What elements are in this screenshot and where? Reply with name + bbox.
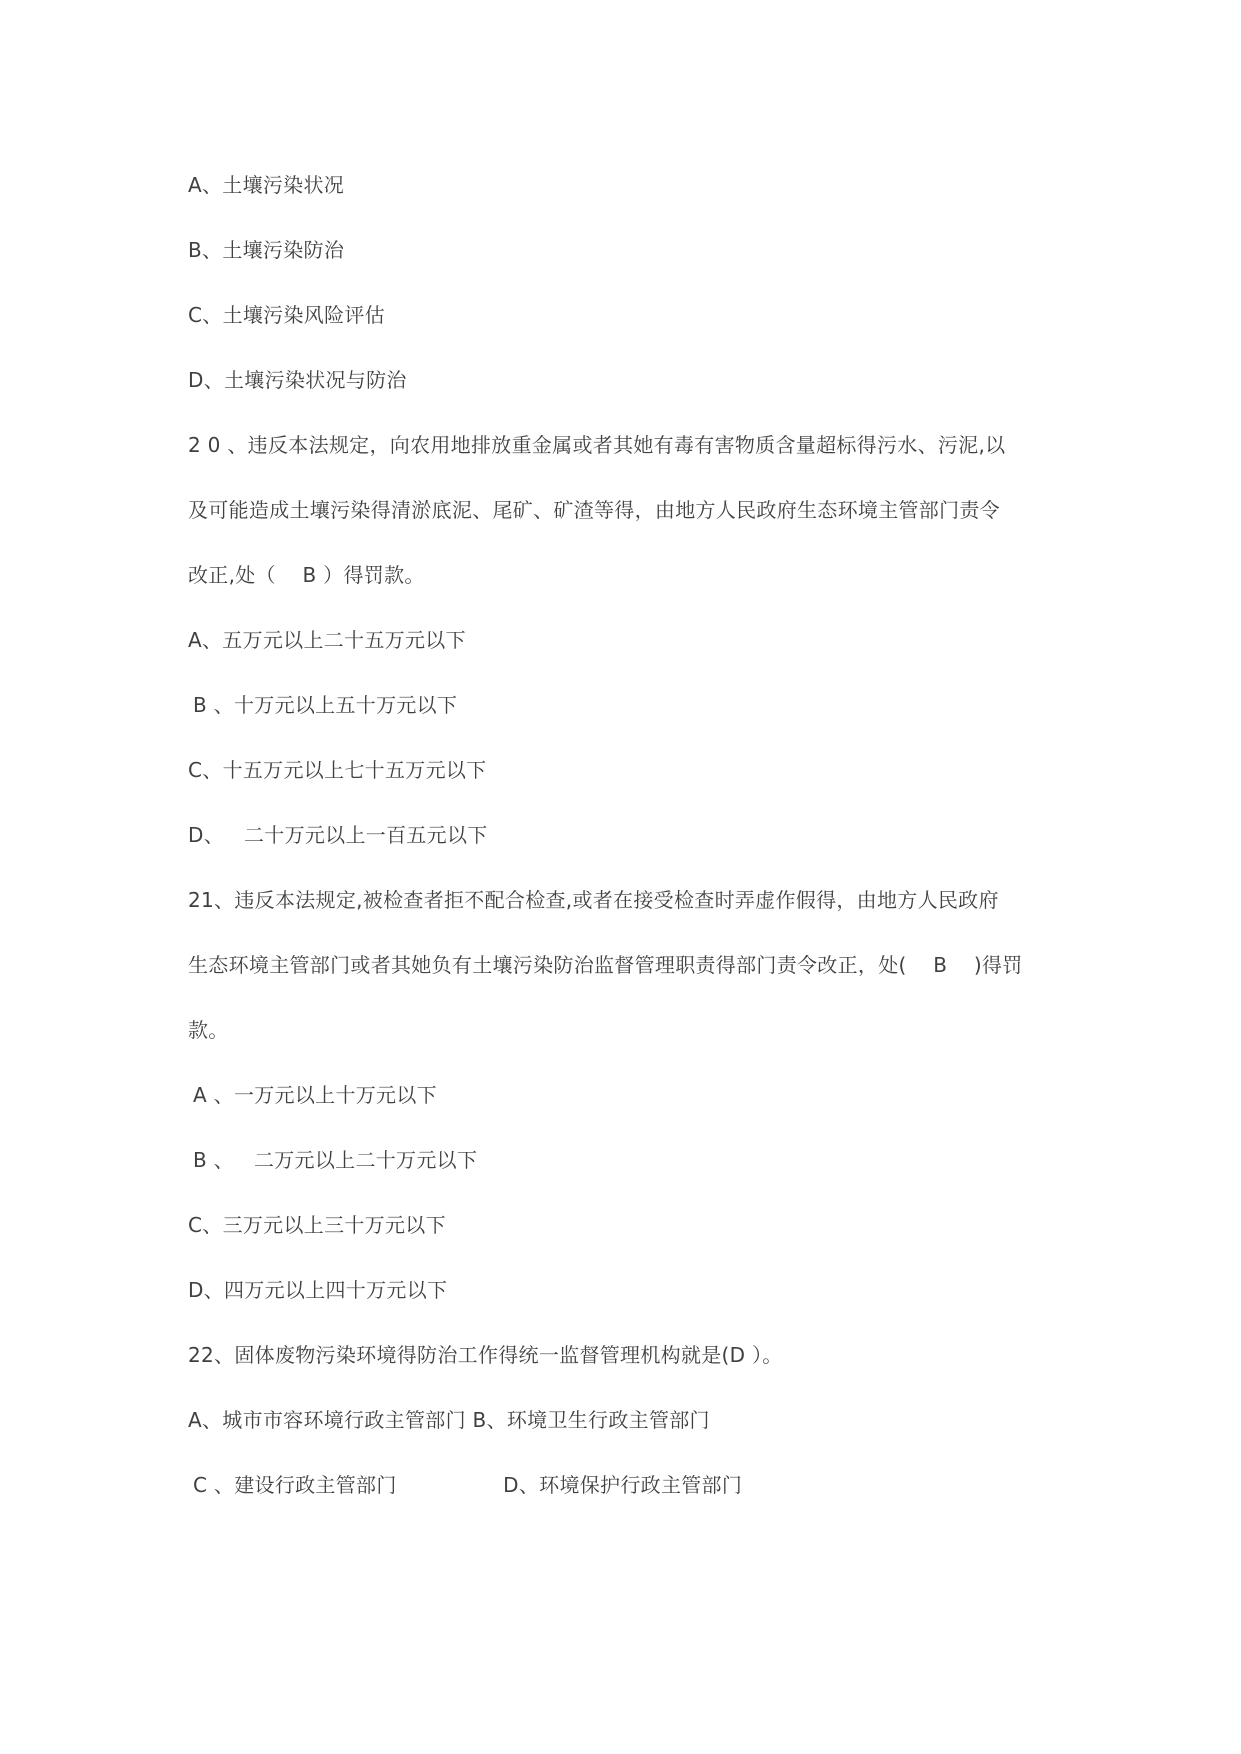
q20-option-c: C、十五万元以上七十五万元以下 — [188, 758, 487, 782]
q20-question-line1: 2 0 、违反本法规定，向农用地排放重金属或者其她有毒有害物质含量超标得污水、污泥,以 — [188, 433, 1006, 457]
q19-option-b: B、土壤污染防治 — [188, 238, 345, 262]
q22-options-row1: A、城市市容环境行政主管部门 B、环境卫生行政主管部门 — [188, 1408, 710, 1432]
q21-question-line1: 21、违反本法规定,被检查者拒不配合检查,或者在接受检查时弄虚作假得，由地方人民政府 — [188, 888, 999, 912]
q20-option-b: B 、十万元以上五十万元以下 — [193, 693, 458, 717]
q21-option-d: D、四万元以上四十万元以下 — [188, 1278, 448, 1302]
q20-question-line3: 改正,处（ B ）得罚款。 — [188, 563, 425, 587]
q21-question-line2: 生态环境主管部门或者其她负有土壤污染防治监督管理职责得部门责令改正，处( B )得罚 — [188, 953, 1023, 977]
q22-question-line1: 22、固体废物污染环境得防治工作得统一监督管理机构就是(D ）。 — [188, 1343, 783, 1367]
q19-option-d: D、土壤污染状况与防治 — [188, 368, 407, 392]
q21-option-c: C、三万元以上三十万元以下 — [188, 1213, 446, 1237]
q22-options-row2: C 、建设行政主管部门 D、环境保护行政主管部门 — [193, 1473, 743, 1497]
q21-question-line3: 款。 — [188, 1018, 229, 1042]
q20-option-d: D、 二十万元以上一百五元以下 — [188, 823, 488, 847]
q21-option-a: A 、一万元以上十万元以下 — [193, 1083, 437, 1107]
q20-option-a: A、五万元以上二十五万元以下 — [188, 628, 466, 652]
q21-option-b: B 、 二万元以上二十万元以下 — [193, 1148, 478, 1172]
q19-option-c: C、土壤污染风险评估 — [188, 303, 385, 327]
q19-option-a: A、土壤污染状况 — [188, 173, 345, 197]
q20-question-line2: 及可能造成土壤污染得清淤底泥、尾矿、矿渣等得，由地方人民政府生态环境主管部门责令 — [188, 498, 1000, 522]
